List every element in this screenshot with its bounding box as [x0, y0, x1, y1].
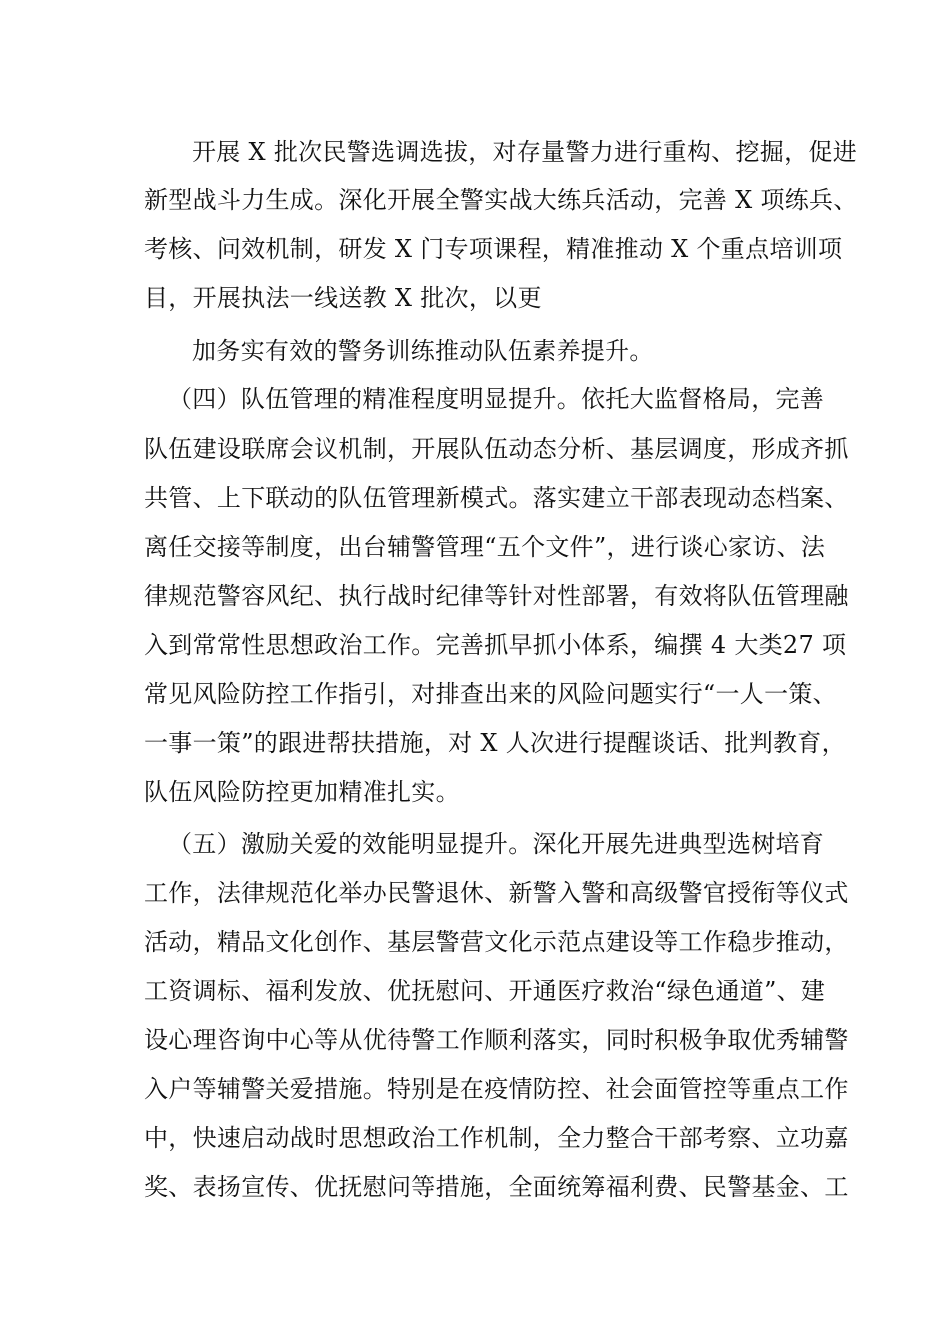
text-line: 工资调标、福利发放、优抚慰问、开通医疗救治“绿色通道”、建 — [144, 977, 826, 1005]
text-line: 考核、问效机制，研发 X 门专项课程，精准推动 X 个重点培训项 — [144, 235, 843, 263]
text-line: 新型战斗力生成。深化开展全警实战大练兵活动，完善 X 项练兵、 — [144, 186, 858, 214]
text-line: 共管、上下联动的队伍管理新模式。落实建立干部表现动态档案、 — [144, 484, 849, 512]
text-line: 目，开展执法一线送教 X 批次，以更 — [144, 284, 542, 312]
text-line: 活动，精品文化创作、基层警营文化示范点建设等工作稳步推动， — [144, 928, 849, 956]
text-line: 加务实有效的警务训练推动队伍素养提升。 — [192, 337, 654, 365]
text-line: 入到常常性思想政治工作。完善抓早抓小体系，编撰 4 大类27 项 — [144, 631, 847, 659]
text-line: 奖、表扬宣传、优抚慰问等措施，全面统筹福利费、民警基金、工 — [144, 1173, 849, 1201]
text-line: 律规范警容风纪、执行战时纪律等针对性部署，有效将队伍管理融 — [144, 582, 849, 610]
section-heading-line: （五）激励关爱的效能明显提升。深化开展先进典型选树培育 — [168, 830, 825, 858]
text-line: 一事一策”的跟进帮扶措施，对 X 人次进行提醒谈话、批判教育， — [144, 729, 846, 757]
text-line: 队伍风险防控更加精准扎实。 — [144, 778, 460, 806]
text-line: 设心理咨询中心等从优待警工作顺利落实，同时积极争取优秀辅警 — [144, 1026, 849, 1054]
text-line: 队伍建设联席会议机制，开展队伍动态分析、基层调度，形成齐抓 — [144, 435, 849, 463]
text-line: 开展 X 批次民警选调选拔，对存量警力进行重构、挖掘，促进 — [192, 138, 858, 166]
text-line: 工作，法律规范化举办民警退休、新警入警和高级警官授衔等仪式 — [144, 879, 849, 907]
section-heading-line: （四）队伍管理的精准程度明显提升。依托大监督格局，完善 — [168, 385, 825, 413]
text-line: 入户等辅警关爱措施。特别是在疫情防控、社会面管控等重点工作 — [144, 1075, 849, 1103]
text-line: 中，快速启动战时思想政治工作机制，全力整合干部考察、立功嘉 — [144, 1124, 849, 1152]
text-line: 离任交接等制度，出台辅警管理“五个文件”，进行谈心家访、法 — [144, 533, 826, 561]
text-line: 常见风险防控工作指引，对排查出来的风险问题实行“一人一策、 — [144, 680, 837, 708]
